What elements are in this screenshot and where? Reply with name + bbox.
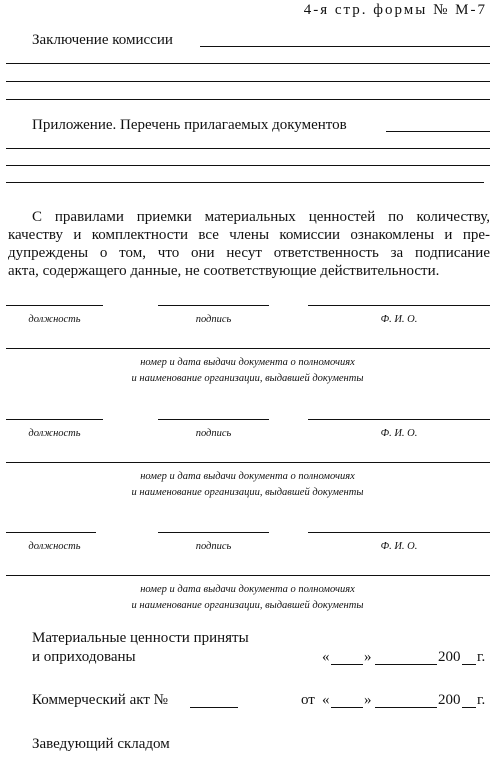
conclusion-line-4[interactable] <box>6 99 490 100</box>
appendix-label: Приложение. Перечень прилагаемых документов <box>32 117 347 133</box>
name-caption: Ф. И. О. <box>380 314 418 325</box>
day-line[interactable] <box>331 664 363 665</box>
statement-paragraph <box>8 208 490 280</box>
position-caption: должность <box>28 428 81 439</box>
conclusion-line-2[interactable] <box>6 63 490 64</box>
quote-close: » <box>364 692 372 708</box>
accepted-label-2: и оприходованы <box>32 649 136 665</box>
signature-line[interactable] <box>158 305 269 306</box>
name-caption: Ф. И. О. <box>380 428 418 439</box>
signature-caption: подпись <box>195 314 232 325</box>
signature-line[interactable] <box>158 419 269 420</box>
position-caption: должность <box>28 314 81 325</box>
signature-caption: подпись <box>195 541 232 552</box>
statement-line: качеству и комплектности все члены комиссии ознакомлены и пре- <box>8 227 490 243</box>
year-prefix: 200 <box>438 692 461 708</box>
position-caption: должность <box>28 541 81 552</box>
commercial-act-label: Коммерческий акт № <box>32 692 168 708</box>
conclusion-label: Заключение комиссии <box>32 32 173 48</box>
quote-open: « <box>322 692 330 708</box>
commercial-act-from: от <box>301 692 315 708</box>
year-suffix: г. <box>477 649 486 665</box>
position-line[interactable] <box>6 419 103 420</box>
authority-doc-caption-2: и наименование организации, выдавшей документы <box>131 600 364 611</box>
commercial-act-number-line[interactable] <box>190 707 238 708</box>
position-line[interactable] <box>6 305 103 306</box>
authority-doc-line[interactable] <box>6 462 490 463</box>
statement-line: дупреждены о том, что они несут ответственность за подписание <box>8 245 490 261</box>
authority-doc-caption-1: номер и дата выдачи документа о полномочиях <box>140 471 355 482</box>
statement-line: С правилами приемки материальных ценностей по количеству, <box>32 209 490 225</box>
year-line[interactable] <box>462 664 476 665</box>
appendix-line-4[interactable] <box>6 182 484 183</box>
month-line[interactable] <box>375 707 437 708</box>
appendix-line-2[interactable] <box>6 148 490 149</box>
warehouse-manager-label: Заведующий складом <box>32 736 170 752</box>
authority-doc-caption-2: и наименование организации, выдавшей документы <box>131 373 364 384</box>
statement-line: акта, содержащего данные, не соответствующие действительности. <box>8 263 440 279</box>
appendix-line-3[interactable] <box>6 165 490 166</box>
name-line[interactable] <box>308 305 490 306</box>
appendix-fill-line[interactable] <box>386 131 490 132</box>
month-line[interactable] <box>375 664 437 665</box>
quote-open: « <box>322 649 330 665</box>
name-caption: Ф. И. О. <box>380 541 418 552</box>
authority-doc-line[interactable] <box>6 575 490 576</box>
day-line[interactable] <box>331 707 363 708</box>
authority-doc-caption-1: номер и дата выдачи документа о полномочиях <box>140 584 355 595</box>
authority-doc-caption-2: и наименование организации, выдавшей документы <box>131 487 364 498</box>
authority-doc-line[interactable] <box>6 348 490 349</box>
position-line[interactable] <box>6 532 96 533</box>
form-reference: 4-я стр. формы № М-7 <box>303 2 487 18</box>
name-line[interactable] <box>308 532 490 533</box>
year-prefix: 200 <box>438 649 461 665</box>
conclusion-fill-line[interactable] <box>200 46 490 47</box>
signature-caption: подпись <box>195 428 232 439</box>
year-suffix: г. <box>477 692 486 708</box>
year-line[interactable] <box>462 707 476 708</box>
accepted-label-1: Материальные ценности приняты <box>32 630 249 646</box>
authority-doc-caption-1: номер и дата выдачи документа о полномочиях <box>140 357 355 368</box>
name-line[interactable] <box>308 419 490 420</box>
conclusion-line-3[interactable] <box>6 81 490 82</box>
signature-line[interactable] <box>158 532 269 533</box>
quote-close: » <box>364 649 372 665</box>
